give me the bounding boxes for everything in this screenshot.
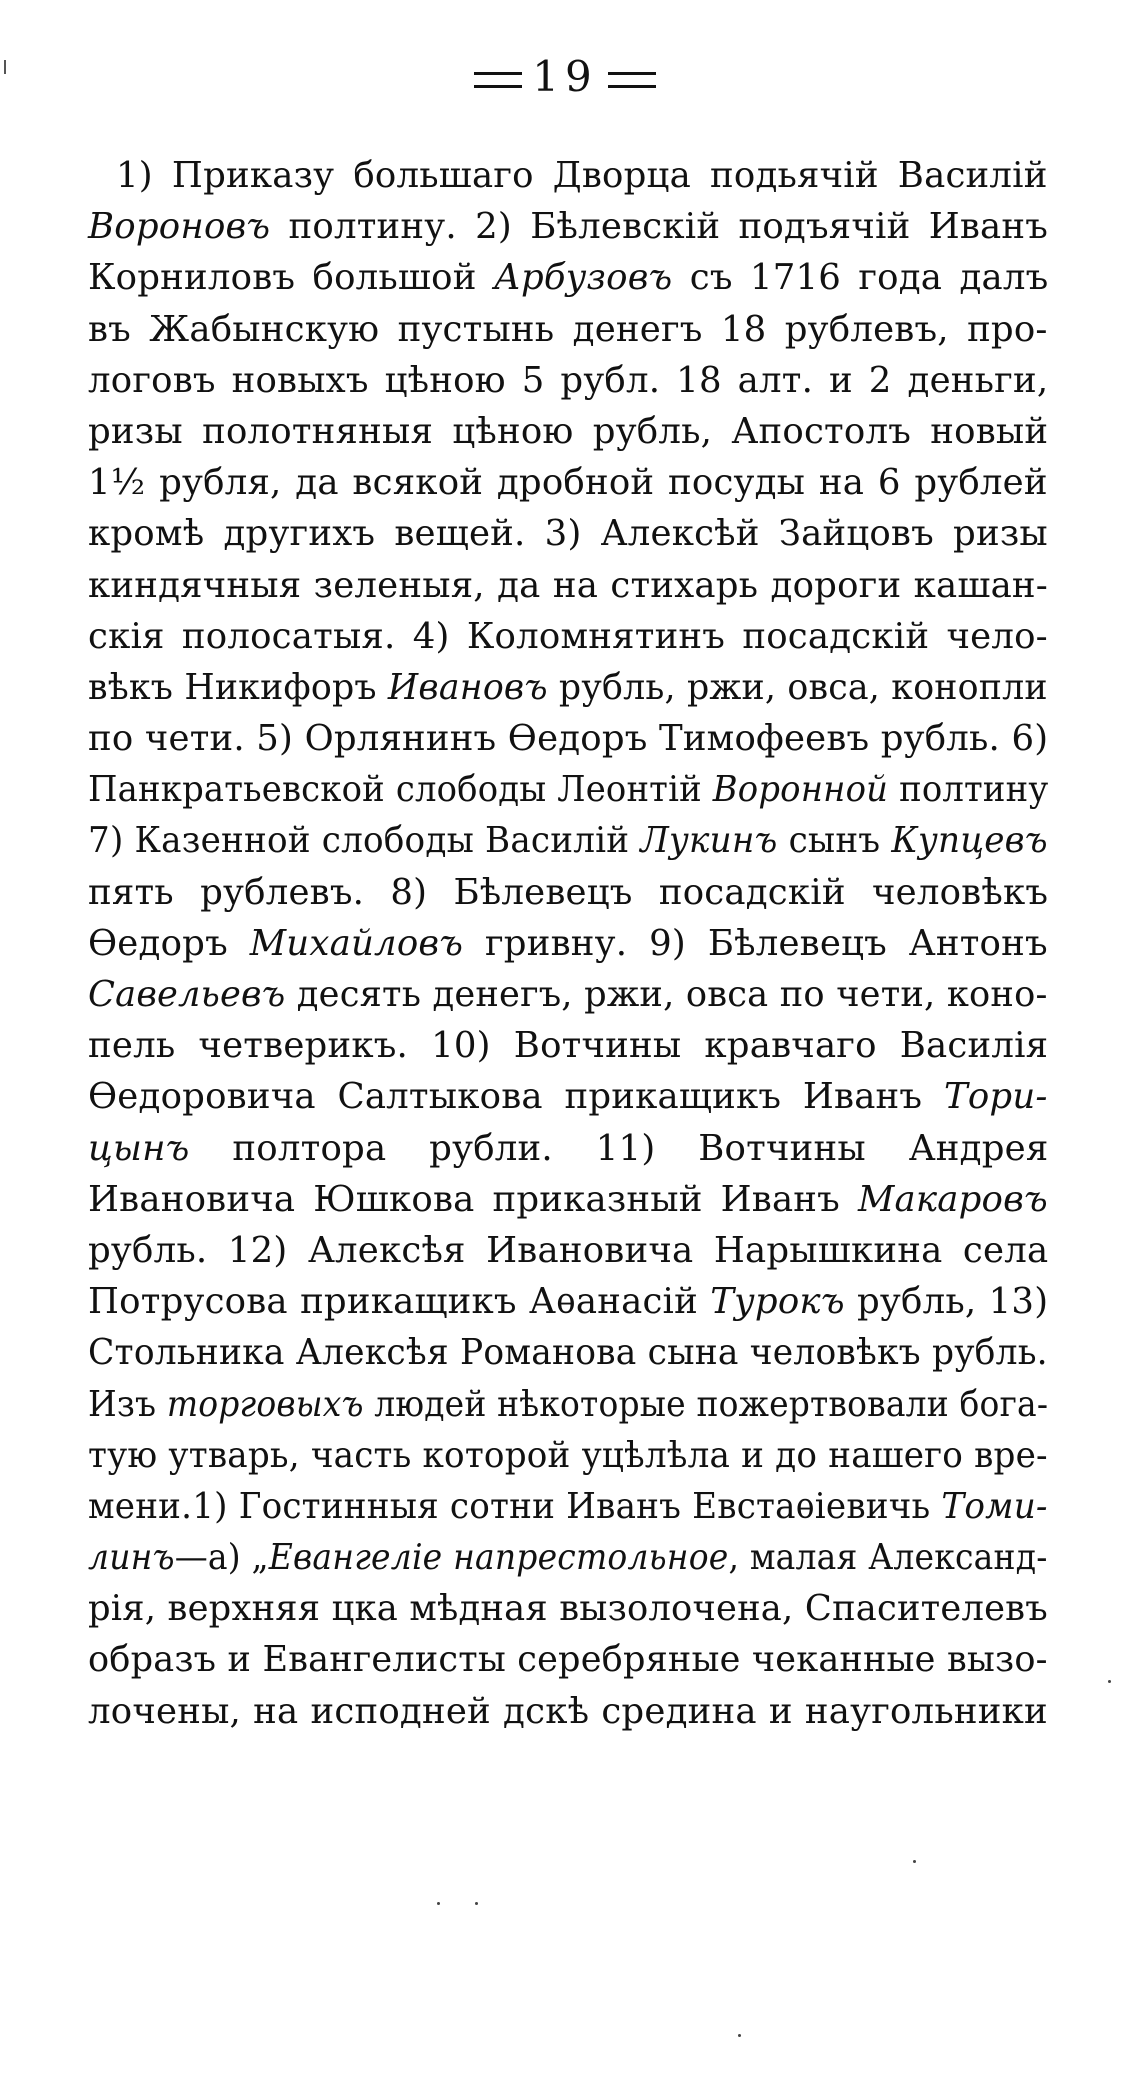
italic-name: Купцевъ: [891, 820, 1048, 862]
print-speck: [738, 2034, 741, 2037]
print-speck: [437, 1902, 440, 1905]
text-segment: рубль, ржи, овса, конопли: [547, 666, 1048, 708]
text-segment: логовъ новыхъ цѣною 5 рубл. 18 алт. и 2 деньги,: [88, 359, 1049, 401]
decorative-rule-right: [608, 72, 656, 88]
text-segment: Ивановича Юшкова приказный Иванъ: [88, 1178, 858, 1220]
text-line: [88, 867, 1048, 918]
text-line: [88, 508, 1048, 559]
italic-name: Михайловъ: [249, 922, 464, 964]
italic-name: Воронной: [712, 769, 889, 811]
text-segment: Ѳедоръ: [88, 922, 250, 964]
print-speck: [913, 1860, 916, 1863]
text-line: [88, 1174, 1048, 1225]
text-segment: , малая Александ-: [728, 1537, 1048, 1579]
text-segment: пель четверикъ. 10) Вотчины кравчаго Василія: [88, 1025, 1049, 1067]
text-line: [88, 1379, 1048, 1430]
text-segment: 7) Казенной слободы Василій: [88, 820, 641, 862]
text-line: [88, 1583, 1048, 1634]
text-segment: кромѣ другихъ вещей. 3) Алексѣй Зайцовъ ризы: [88, 513, 1048, 555]
text-segment: пять рублевъ. 8) Бѣлевецъ посадскій человѣкъ: [88, 871, 1049, 913]
text-segment: полтину: [888, 769, 1049, 811]
text-line: [88, 1634, 1048, 1685]
text-line: [88, 1430, 1048, 1481]
text-segment: людей нѣкоторые пожертвовали бога-: [363, 1383, 1049, 1425]
text-segment: Потрусова прикащикъ Аѳанасій: [88, 1281, 711, 1323]
text-line: [88, 1481, 1048, 1532]
text-segment: Панкратьевской слободы Леонтій: [88, 769, 713, 811]
text-line: [88, 1020, 1048, 1071]
text-line: [88, 1686, 1048, 1737]
text-line: [88, 918, 1048, 969]
text-segment: образъ и Евангелисты серебряные чеканные вызо-: [88, 1639, 1048, 1681]
italic-name: Томи-: [941, 1485, 1048, 1527]
text-segment: рубль, 13): [844, 1281, 1049, 1323]
print-speck: [1108, 1680, 1111, 1683]
text-segment: 1) Приказу большаго Дворца подьячій Василій: [116, 155, 1048, 196]
text-line: [88, 1327, 1048, 1378]
text-line: [88, 713, 1048, 764]
text-segment: —а) „: [174, 1537, 269, 1579]
text-segment: съ 1716 года далъ: [672, 257, 1049, 299]
text-segment: сынъ: [777, 820, 892, 862]
italic-name: Вороновъ: [88, 206, 271, 248]
text-line: [88, 406, 1048, 457]
italic-name: линъ: [88, 1537, 175, 1579]
text-line: [88, 355, 1048, 406]
text-segment: лочены, на исподней дскѣ средина и наугольники: [88, 1690, 1048, 1732]
text-line: [88, 815, 1048, 866]
text-segment: въ Жабынскую пустынь денегъ 18 рублевъ, про-: [88, 308, 1048, 350]
text-segment: полтину. 2) Бѣлевскій подъячій Иванъ: [270, 206, 1049, 248]
text-segment: киндячныя зеленыя, да на стихарь дороги кашан-: [88, 564, 1048, 606]
text-line: [88, 662, 1048, 713]
text-segment: по чети. 5) Орлянинъ Ѳедоръ Тимофеевъ рубль. 6): [88, 718, 1049, 760]
text-segment: гривну. 9) Бѣлевецъ Антонъ: [463, 922, 1048, 964]
print-speck: [475, 1902, 478, 1905]
italic-name: торговыхъ: [166, 1383, 364, 1425]
text-segment: тую утварь, часть которой уцѣлѣла и до нашего вре-: [88, 1434, 1048, 1476]
text-line: [88, 1071, 1048, 1122]
body-text: [88, 150, 1048, 1737]
text-segment: полтора рубли. 11) Вотчины Андрея: [189, 1127, 1049, 1169]
text-segment: мени.1) Гостинныя сотни Иванъ Евстаѳіевичь: [88, 1485, 942, 1527]
text-segment: Корниловъ большой: [88, 257, 494, 299]
italic-name: Лукинъ: [640, 820, 778, 862]
text-segment: десять денегъ, ржи, овса по чети, коно-: [285, 974, 1048, 1015]
text-line: [88, 1276, 1048, 1327]
decorative-rule-left: [474, 72, 522, 88]
italic-name: Арбузовъ: [493, 257, 673, 299]
text-line: [88, 764, 1048, 815]
text-segment: рубль. 12) Алексѣя Ивановича Нарышкина села: [88, 1229, 1049, 1271]
page-number-text: 19: [532, 52, 598, 101]
text-line: [88, 611, 1048, 662]
text-segment: Стольника Алексѣя Романова сына человѣкъ рубль.: [88, 1332, 1048, 1374]
text-segment: Изъ: [88, 1383, 167, 1425]
text-segment: ризы полотняныя цѣною рубль, Апостолъ новый: [88, 410, 1049, 452]
text-line: [88, 969, 1048, 1020]
page-number: [0, 52, 1130, 101]
text-line: [88, 457, 1048, 508]
text-line: [88, 1532, 1048, 1583]
text-segment: рія, верхняя цка мѣдная вызолочена, Спасителевъ: [88, 1588, 1048, 1630]
text-line: [88, 252, 1048, 303]
italic-name: Макаровъ: [857, 1178, 1048, 1220]
text-segment: 1½ рубля, да всякой дробной посуды на 6 рублей: [88, 462, 1048, 504]
text-line: [88, 560, 1048, 611]
text-segment: Ѳедоровича Салтыкова прикащикъ Иванъ: [88, 1076, 944, 1118]
text-line: [88, 1225, 1048, 1276]
text-line: [88, 201, 1048, 252]
italic-name: Тори-: [943, 1076, 1048, 1118]
italic-name: Савельевъ: [88, 974, 286, 1015]
italic-name: Турокъ: [710, 1281, 845, 1323]
italic-name: Ивановъ: [387, 666, 548, 708]
italic-name: Евангеліе напрестольное: [268, 1537, 729, 1579]
text-segment: скія полосатыя. 4) Коломнятинъ посадскій чело-: [88, 615, 1048, 657]
text-line: [88, 1123, 1048, 1174]
italic-name: цынъ: [88, 1127, 190, 1169]
text-line: [88, 304, 1048, 355]
text-segment: вѣкъ Никифоръ: [88, 666, 388, 708]
text-line: [88, 150, 1048, 201]
